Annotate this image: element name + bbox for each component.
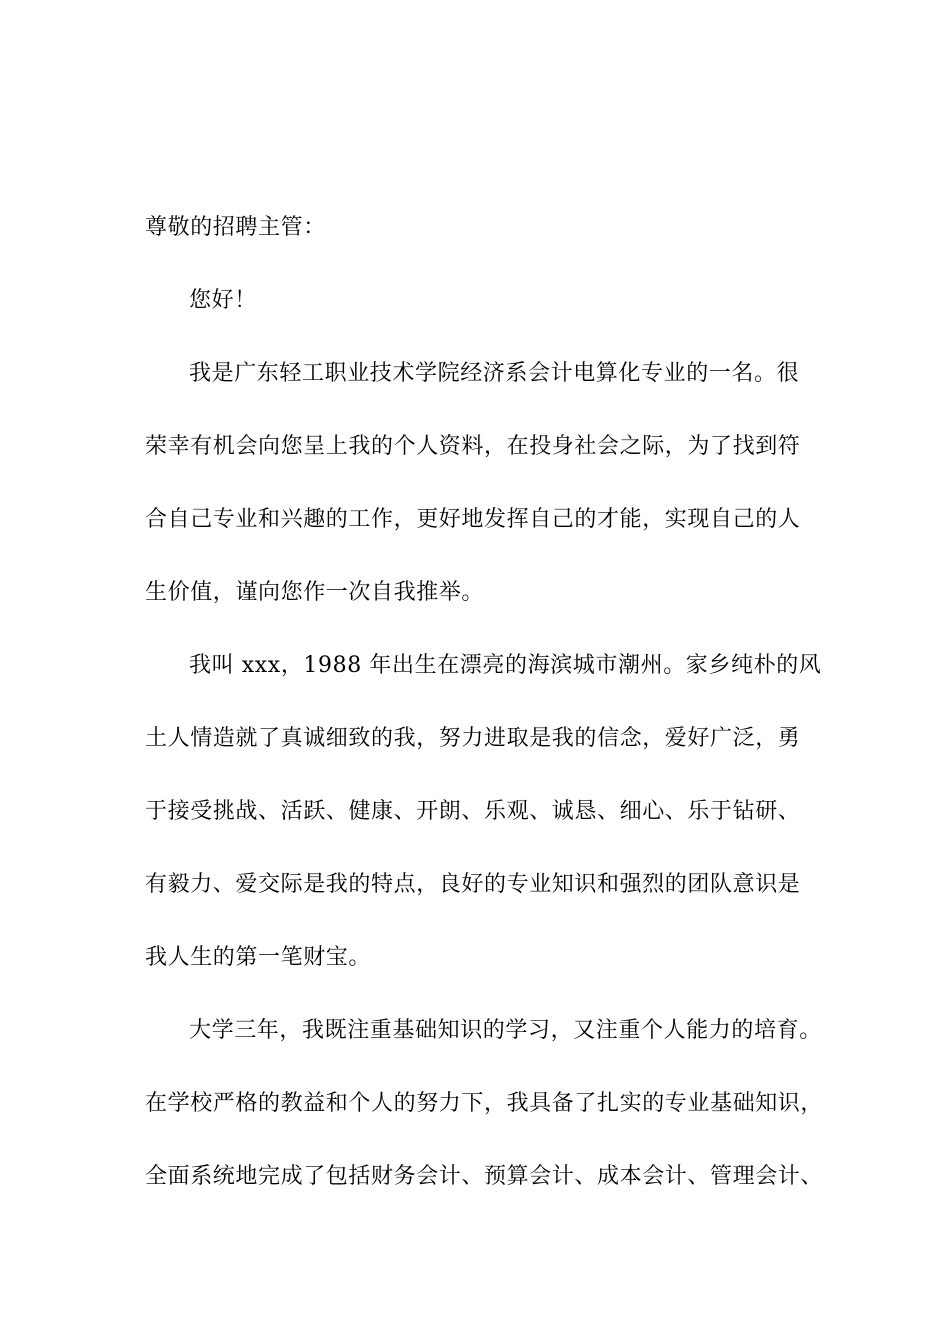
paragraph-line: 在学校严格的教益和个人的努力下，我具备了扎实的专业基础知识， — [145, 1091, 824, 1116]
paragraph-line: 于接受挑战、活跃、健康、开朗、乐观、诚恳、细心、乐于钻研、 — [145, 799, 801, 824]
paragraph-line: 我是广东轻工职业技术学院经济系会计电算化专业的一名。很 — [189, 361, 800, 386]
greeting: 您好！ — [189, 288, 257, 313]
paragraph-line: 荣幸有机会向您呈上我的个人资料，在投身社会之际，为了找到符 — [145, 434, 801, 459]
paragraph-line: 有毅力、爱交际是我的特点，良好的专业知识和强烈的团队意识是 — [145, 872, 801, 897]
paragraph-line: 生价值，谨向您作一次自我推举。 — [145, 580, 485, 605]
paragraph-line: 合自己专业和兴趣的工作，更好地发挥自己的才能，实现自己的人 — [145, 507, 801, 532]
paragraph-line: 我人生的第一笔财宝。 — [145, 945, 372, 970]
paragraph-line: 我叫 xxx，1988 年出生在漂亮的海滨城市潮州。家乡纯朴的风 — [189, 653, 822, 678]
paragraph-line: 大学三年，我既注重基础知识的学习，又注重个人能力的培育。 — [189, 1018, 822, 1043]
paragraph-line: 全面系统地完成了包括财务会计、预算会计、成本会计、管理会计、 — [145, 1164, 824, 1189]
letter-body — [145, 208, 827, 1230]
salutation: 尊敬的招聘主管： — [145, 215, 326, 240]
paragraph-line: 土人情造就了真诚细致的我，努力进取是我的信念，爱好广泛，勇 — [145, 726, 801, 751]
